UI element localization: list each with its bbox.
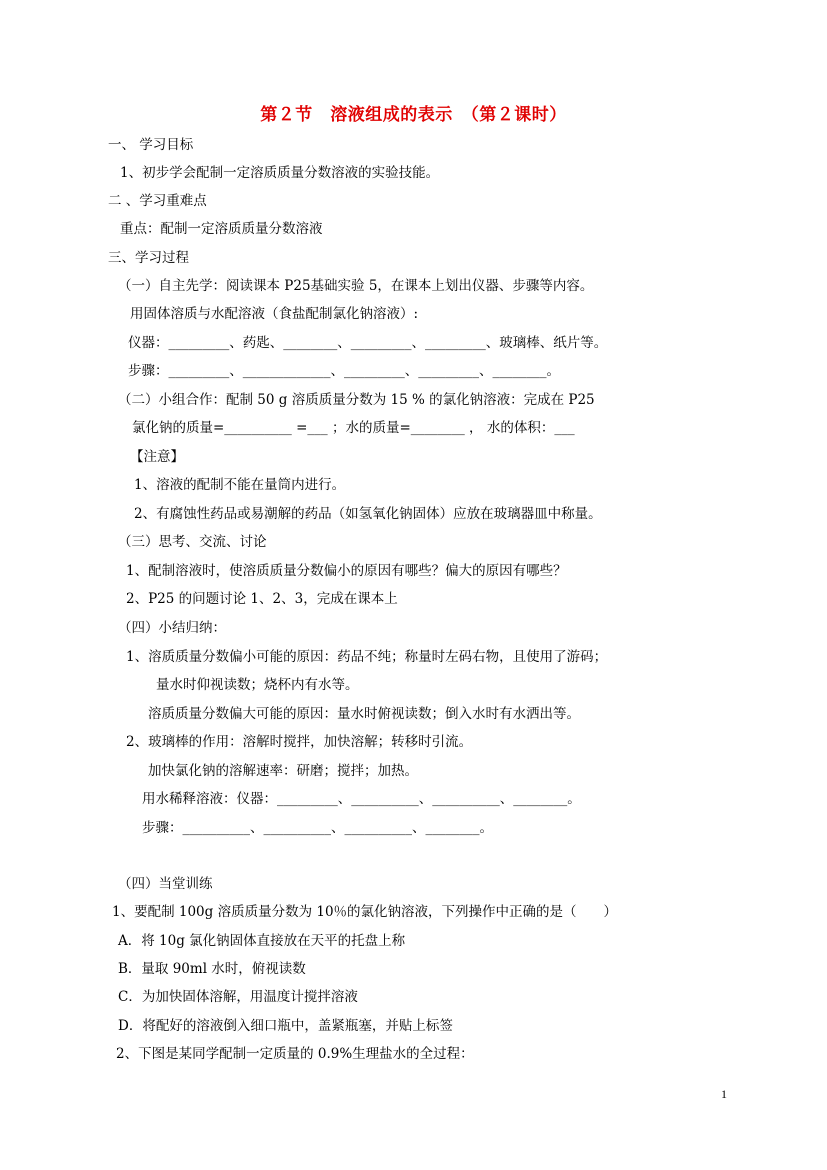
page-title: 第２节 溶液组成的表示 （第２课时） (260, 105, 567, 125)
question-2: 2、下图是某同学配制一定质量的 0.9%生理盐水的全过程： (116, 1046, 474, 1062)
option-c: C．为加快固体溶解，用温度计搅拌溶液 (118, 989, 358, 1005)
text-line: 重点：配制一定溶质质量分数溶液 (120, 221, 323, 237)
text-line: （一）自主先学：阅读课本 P25基础实验 5，在课本上划出仪器、步骤等内容。 (118, 278, 594, 294)
text-line: 2、有腐蚀性药品或易潮解的药品（如氢氧化钠固体）应放在玻璃器皿中称量。 (134, 506, 602, 522)
fill-in-line: 步骤：_________、_____________、_________、_________、________。 (128, 363, 560, 379)
text-line: （三）思考、交流、讨论 (118, 534, 267, 550)
text-line: 量水时仰视读数；烧杯内有水等。 (156, 677, 359, 693)
text-line: 1、配制溶液时，使溶质质量分数偏小的原因有哪些？偏大的原因有哪些？ (126, 563, 567, 579)
fill-in-line: 仪器：_________、药匙、________、_________、_________、玻璃棒、纸片等。 (128, 335, 608, 351)
text-line: 1、溶质质量分数偏小可能的原因：药品不纯；称量时左码右物，且使用了游码； (126, 649, 608, 665)
heading-section-3: 三、学习过程 (108, 250, 189, 266)
heading-practice: （四）当堂训练 (118, 876, 213, 892)
text-line: 加快氯化钠的溶解速率：研磨；搅拌；加热。 (148, 763, 418, 779)
heading-section-2: 二 、学习重难点 (108, 193, 207, 209)
heading-section-1: 一、 学习目标 (108, 137, 194, 153)
page-number: 1 (721, 1087, 727, 1101)
option-a: A．将 10g 氯化钠固体直接放在天平的托盘上称 (118, 933, 406, 949)
text-line: 1、溶液的配制不能在量筒内进行。 (134, 477, 346, 493)
question-1: 1、要配制 100g 溶质质量分数为 10％的氯化钠溶液，下列操作中正确的是（ ） (112, 904, 618, 920)
fill-in-line: 氯化钠的质量=__________ =___ ；水的质量=________ ， 水的体积：___ (132, 420, 575, 436)
text-line: （四）小结归纳： (118, 620, 226, 636)
note-label: 【注意】 (130, 449, 184, 465)
text-line: 溶质质量分数偏大可能的原因：量水时俯视读数；倒入水时有水洒出等。 (148, 706, 580, 722)
fill-in-line: 用水稀释溶液：仪器：_________、__________、__________、________。 (142, 791, 581, 807)
text-line: 2、P25 的问题讨论 1、2、3，完成在课本上 (126, 591, 398, 607)
text-line: 用固体溶质与水配溶液（食盐配制氯化钠溶液）: (130, 306, 419, 322)
fill-in-line: 步骤：__________、__________、__________、________。 (142, 820, 493, 836)
option-d: D．将配好的溶液倒入细口瓶中，盖紧瓶塞，并贴上标签 (118, 1018, 453, 1034)
text-line: 2、玻璃棒的作用：溶解时搅拌，加快溶解；转移时引流。 (126, 734, 473, 750)
text-line: （二）小组合作：配制 50 g 溶质质量分数为 15 % 的氯化钠溶液：完成在 P25 (118, 392, 595, 408)
text-line: 1、初步学会配制一定溶质质量分数溶液的实验技能。 (120, 165, 440, 181)
option-b: B．量取 90ml 水时，俯视读数 (118, 961, 306, 977)
